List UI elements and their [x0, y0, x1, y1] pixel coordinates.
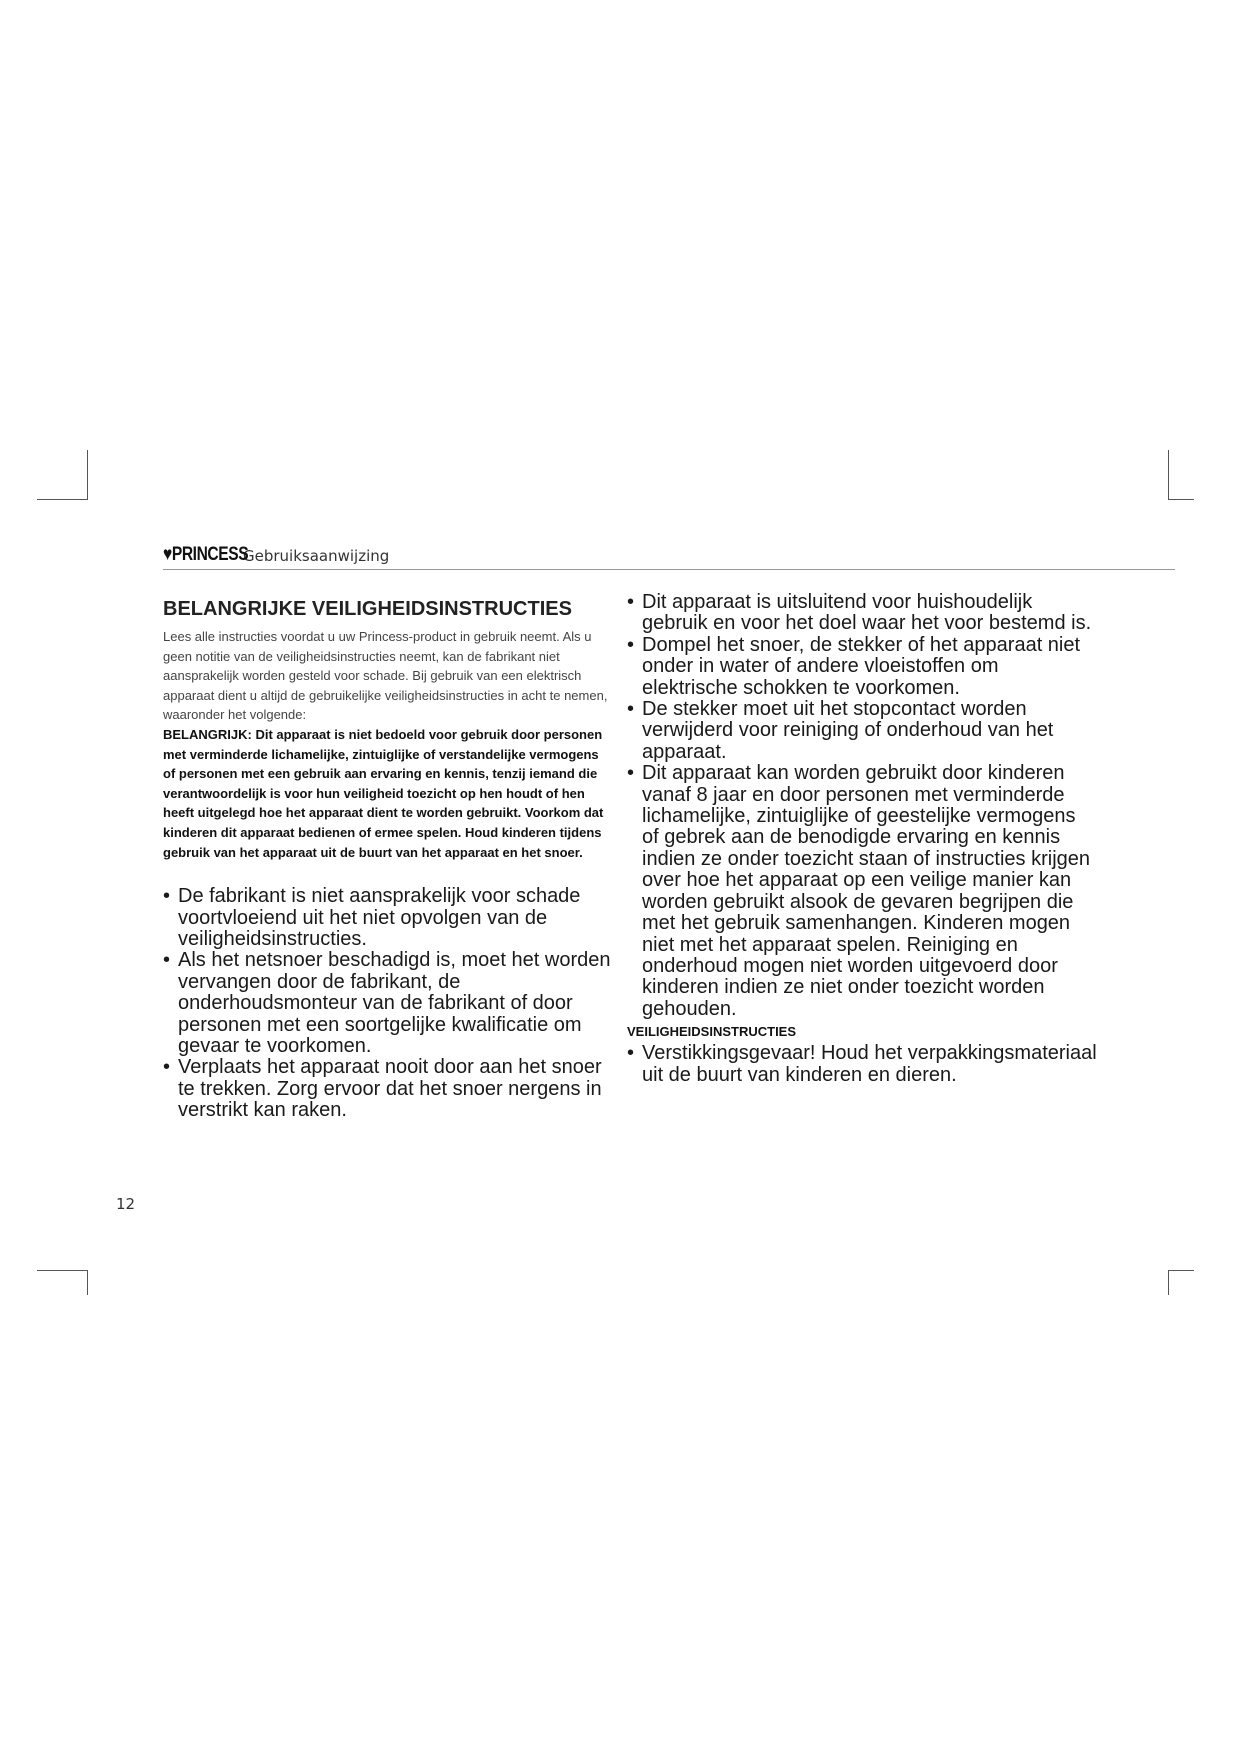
crop-mark-top-right-v: [1168, 450, 1169, 500]
list-item: • Dompel het snoer, de stekker of het apparaat niet onder in water of andere vloeistoffen om elektrische schokken te voorkomen.: [627, 633, 1081, 699]
crop-mark-bottom-left-v: [87, 1270, 88, 1295]
bullet-icon: •: [627, 1042, 635, 1065]
right-bullet-list-2: [627, 1043, 1097, 1086]
crop-mark-top-left-v: [87, 450, 88, 500]
brand-logo: ♥PRINCESS: [163, 544, 249, 565]
list-item: • Als het netsnoer beschadigd is, moet het worden vervangen door de fabrikant, de onderhoudsmonteur van de fabrikant of door personen met een soortgelijke kwalificatie om gevaar te voorkomen.: [163, 949, 611, 1057]
page-header: [163, 540, 1175, 566]
important-paragraph: BELANGRIJK: Dit apparaat is niet bedoeld voor gebruik door personen met verminderde lichamelijke, zintuiglijke of verstandelijke vermogens of personen met een gebruik aan ervaring en kennis, tenzij iemand die verantwoordelijk is voor hun veiligheid toezicht op hen houdt of hen heeft uitgelegd hoe het apparaat dient te worden gebruikt. Voorkom dat kinderen dit apparaat bedienen of ermee spelen. Houd kinderen tijdens gebruik van het apparaat uit de buurt van het apparaat en het snoer.: [163, 726, 604, 860]
left-column: [163, 598, 611, 1122]
list-item: • Verplaats het apparaat nooit door aan het snoer te trekken. Zorg ervoor dat het snoer nergens in verstrikt kan raken.: [163, 1056, 602, 1122]
brand-name: PRINCESS: [171, 544, 249, 565]
section-title: BELANGRIJKE VEILIGHEIDSINSTRUCTIES: [163, 598, 572, 620]
crop-mark-bottom-right-h: [1168, 1270, 1194, 1271]
crop-mark-bottom-right-v: [1168, 1270, 1169, 1295]
header-divider: [163, 569, 1175, 570]
sub-heading: VEILIGHEIDSINSTRUCTIES: [627, 1024, 797, 1040]
bullet-icon: •: [627, 591, 635, 613]
bullet-icon: •: [163, 1056, 171, 1079]
list-item: • De stekker moet uit het stopcontact worden verwijderd voor reiniging of onderhoud van het apparaat.: [627, 698, 1054, 763]
bullet-icon: •: [163, 949, 171, 972]
list-item: • De fabrikant is niet aansprakelijk voor schade voortvloeiend uit het niet opvolgen van de veiligheidsinstructies.: [163, 885, 581, 950]
crop-mark-top-right-h: [1168, 499, 1194, 500]
bullet-icon: •: [627, 633, 635, 656]
bullet-icon: •: [627, 698, 635, 721]
bullet-icon: •: [627, 762, 635, 785]
list-item: • Verstikkingsgevaar! Houd het verpakkingsmateriaal uit de buurt van kinderen en dieren.: [627, 1042, 1097, 1086]
list-item: • Dit apparaat kan worden gebruikt door kinderen vanaf 8 jaar en door personen met verminderde lichamelijke, zintuiglijke of geestelijke vermogens of gebrek aan de benodigde ervaring en kennis indien ze onder toezicht staan of instructies krijgen over hoe het apparaat op een veilige manier kan worden gebruikt alsook de gevaren begrijpen die met het gebruik samenhangen. Kinderen mogen niet met het apparaat spelen. Reiniging en onderhoud mogen niet worden uitgevoerd door kinderen indien ze niet onder toezicht worden gehouden.: [627, 762, 1091, 1020]
bullet-icon: •: [163, 885, 171, 908]
intro-paragraph: Lees alle instructies voordat u uw Princess-product in gebruik neemt. Als u geen notitie van de veiligheidsinstructies neemt, kan de fabrikant niet aansprakelijk worden gesteld voor schade. Bij gebruik van een elektrisch apparaat dient u altijd de gebruikelijke veiligheidsinstructies in acht te nemen, waaronder het volgende:: [163, 629, 608, 723]
list-item: • Dit apparaat is uitsluitend voor huishoudelijk gebruik en voor het doel waar het voor bestemd is.: [627, 591, 1092, 635]
left-bullet-list: [163, 886, 611, 1121]
page-number: 12: [116, 1195, 136, 1213]
right-bullet-list: [627, 592, 1097, 1020]
crop-mark-top-left-h: [37, 499, 87, 500]
header-title: Gebruiksaanwijzing: [243, 547, 390, 565]
crop-mark-bottom-left-h: [37, 1270, 87, 1271]
right-column: [627, 592, 1097, 1086]
